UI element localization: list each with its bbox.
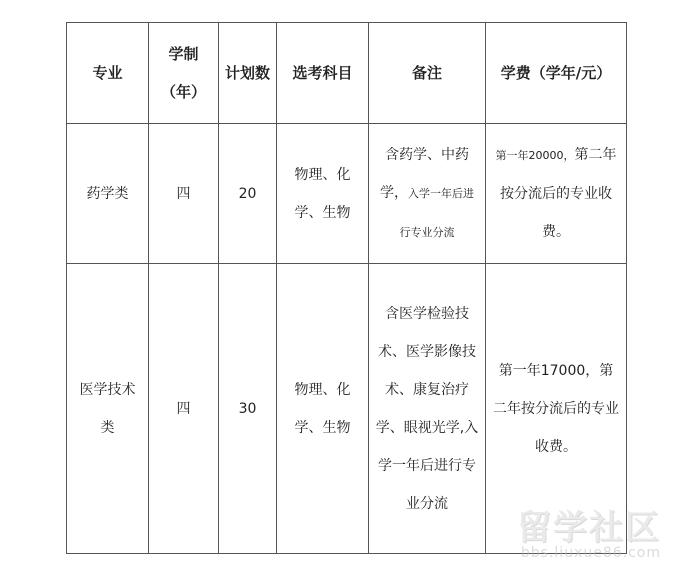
header-plan: 计划数 [219, 23, 277, 124]
cell-major: 医学技术类 [67, 264, 149, 554]
notes-main-text: 含药学、中药学， [380, 146, 469, 201]
watermark [517, 510, 661, 560]
cell-subjects: 物理、化学、生物 [277, 124, 369, 264]
notes-small-text: 入学一年后进行专业分流 [399, 186, 474, 239]
admissions-table [66, 22, 627, 554]
cell-plan: 30 [219, 264, 277, 554]
fee-small-text: 第一年20000， [495, 149, 575, 162]
header-major: 专业 [67, 23, 149, 124]
cell-duration: 四 [149, 124, 219, 264]
header-notes: 备注 [369, 23, 486, 124]
fee-main-text: 第二年按分流后的专业收费。 [500, 147, 617, 240]
cell-fee: 第一年17000，第二年按分流后的专业收费。 [486, 264, 627, 554]
header-subjects: 选考科目 [277, 23, 369, 124]
cell-fee [486, 124, 627, 264]
table-row [67, 124, 627, 264]
cell-notes: 含医学检验技术、医学影像技术、康复治疗学、眼视光学,入学一年后进行专业分流 [369, 264, 486, 554]
header-fee: 学费（学年/元） [486, 23, 627, 124]
watermark-title: 留学社区 [517, 508, 661, 548]
cell-major: 药学类 [67, 124, 149, 264]
cell-plan: 20 [219, 124, 277, 264]
table-header-row [67, 23, 627, 124]
cell-duration: 四 [149, 264, 219, 554]
header-duration: 学制（年） [149, 23, 219, 124]
watermark-url: bbs.liuxue86.com [520, 545, 661, 561]
cell-subjects: 物理、化学、生物 [277, 264, 369, 554]
cell-notes [369, 124, 486, 264]
